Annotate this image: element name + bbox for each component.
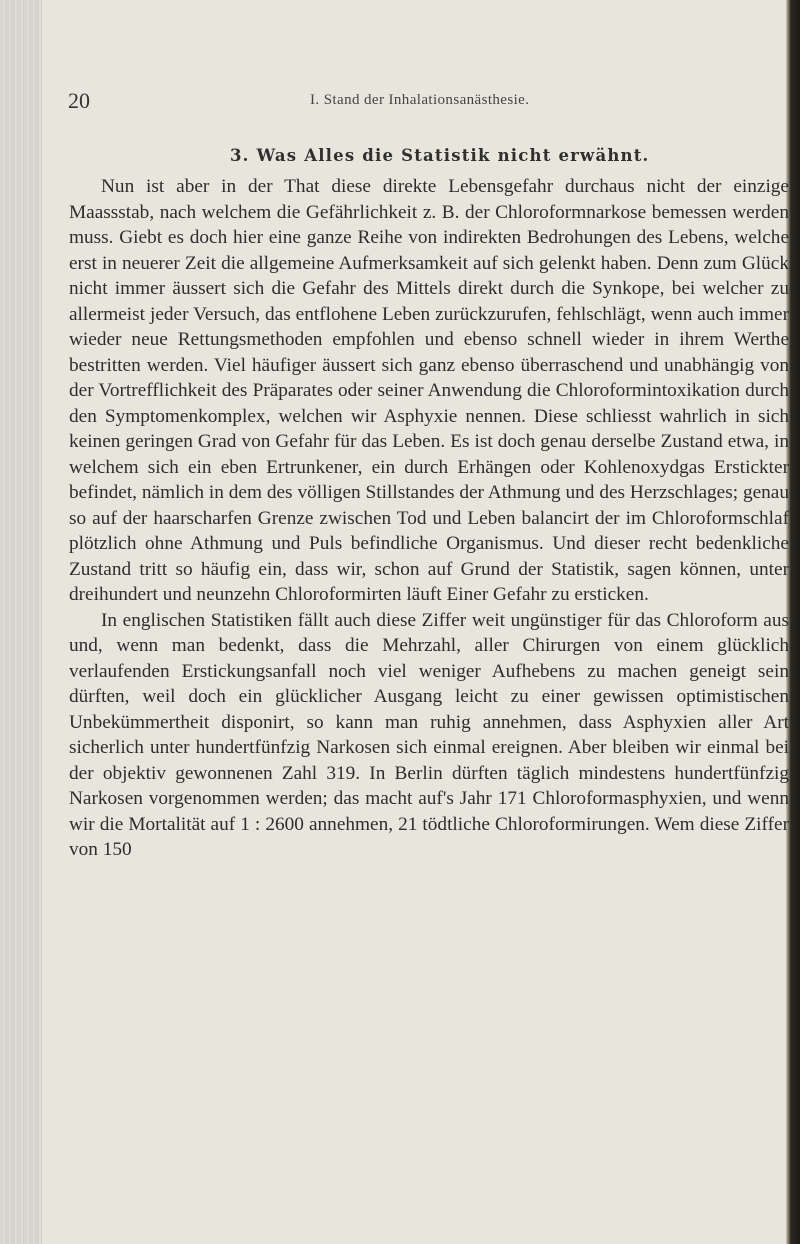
page-number: 20 xyxy=(68,88,90,113)
section-title: 3. Was Alles die Statistik nicht erwähnt. xyxy=(230,146,650,165)
body-text xyxy=(69,174,789,863)
book-page xyxy=(42,0,789,1244)
page-header xyxy=(42,88,786,118)
paragraph: In englischen Statistiken fällt auch diese Ziffer weit ungünstiger für das Chloroform aus und, wenn man bedenkt, dass die Mehrzahl, aller Chirurgen von einem glücklich verlaufenden Erstickungsanfall noch viel weniger Aufhebens zu machen geneigt sein dürften, weil doch ein glücklicher Ausgang leicht zu einer gewissen optimistischen Unbekümmertheit disponirt, so kann man ruhig annehmen, dass Asphyxien aller Art sicherlich unter hundertfünfzig Narkosen sich einmal ereignen. Aber bleiben wir einmal bei der objektiv gewonnenen Zahl 319. In Berlin dürften täglich mindestens hundertfünfzig Narkosen vorgenommen werden; das macht auf's Jahr 171 Chloroformasphyxien, und wenn wir die Mortalität auf 1 : 2600 annehmen, 21 tödtliche Chloroformirungen. Wem diese Ziffer von 150 xyxy=(69,609,789,860)
book-gutter xyxy=(0,0,42,1244)
paragraph: Nun ist aber in der That diese direkte Lebensgefahr durchaus nicht der einzige Maassstab, nach welchem die Gefährlichkeit z. B. der Chloroformnarkose bemessen werden muss. Giebt es doch hier eine ganze Reihe von indirekten Bedrohungen des Lebens, welche erst in neuerer Zeit die allgemeine Aufmerksamkeit auf sich gelenkt haben. Denn zum Glück nicht immer äussert sich die Gefahr des Mittels direkt durch die Synkope, bei welcher zu allermeist jeder Versuch, das entflohene Leben zurückzurufen, fehlschlägt, wenn auch immer wieder neue Rettungsmethoden empfohlen und ebenso schnell wieder in ihrem Werthe bestritten werden. Viel häufiger äussert sich ganz ebenso überraschend und unabhängig von der Vortrefflichkeit des Präparates oder seiner Anwendung die Chloroformintoxikation durch den Symptomenkomplex, welchen wir Asphyxie nennen. Diese schliesst wahrlich in sich keinen geringen Grad von Gefahr für das Leben. Es ist doch genau derselbe Zustand etwa, in welchem sich ein eben Ertrunkener, ein durch Erhängen oder Kohlenoxydgas Erstickter befindet, nämlich in dem des völligen Stillstandes der Athmung und des Herzschlages; genau so auf der haarscharfen Grenze zwischen Tod und Leben balancirt der im Chloroformschlaf plötzlich ohne Athmung und Puls befindliche Organismus. Und dieser recht bedenkliche Zustand tritt so häufig ein, dass wir, schon auf Grund der Statistik, sagen können, unter dreihundert und neunzehn Chloroformirten läuft Einer Gefahr zu ersticken. xyxy=(69,176,789,605)
running-head: I. Stand der Inhalationsanästhesie. xyxy=(310,92,530,108)
